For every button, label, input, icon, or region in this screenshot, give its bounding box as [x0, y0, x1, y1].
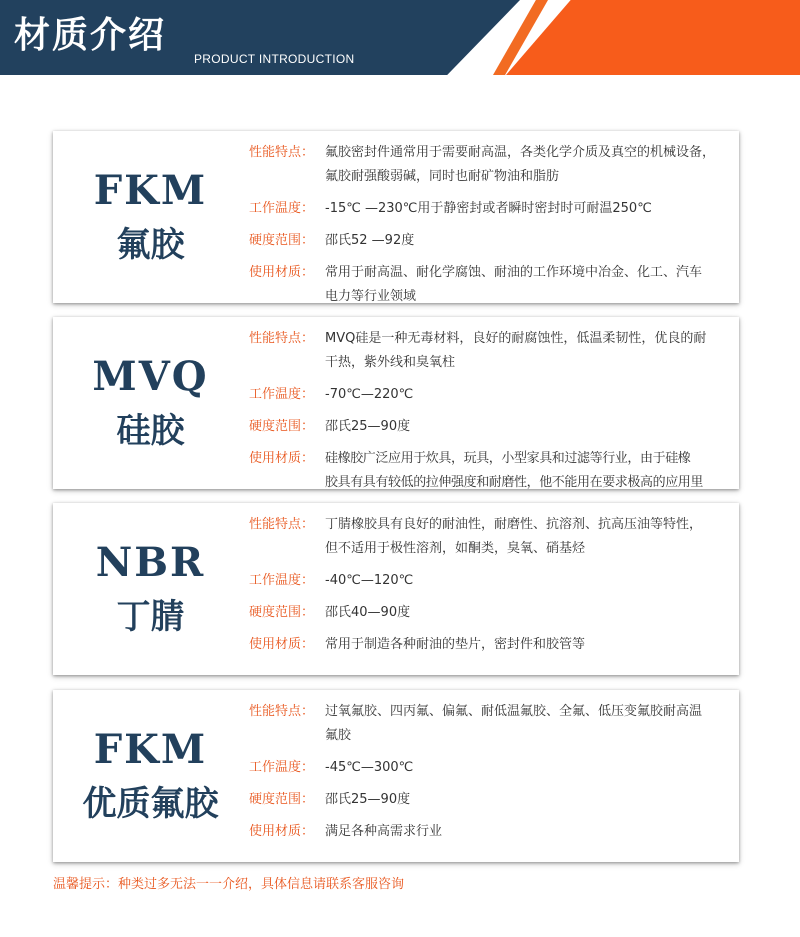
material-card-fkm — [53, 131, 739, 303]
material-name: 优质氟胶 — [82, 784, 219, 824]
material-specs — [249, 700, 749, 852]
spec-value: 氟胶密封件通常用于需要耐高温，各类化学介质及真空的机械设备， 氟胶耐强酸弱碱，同时也耐矿物油和脂肪 — [325, 145, 716, 184]
spec-label: 硬度范围： — [249, 233, 315, 248]
material-code: MVQ — [92, 353, 209, 400]
material-card-premium-fkm — [53, 690, 739, 862]
spec-label: 工作温度： — [249, 760, 315, 775]
spec-value: 邵氏52 —92度 — [325, 233, 415, 248]
spec-value: -70℃—220℃ — [325, 387, 414, 402]
spec-label: 硬度范围： — [249, 605, 315, 620]
page-subtitle: PRODUCT INTRODUCTION — [194, 52, 355, 66]
spec-row-temperature — [249, 569, 749, 593]
spec-value: 常用于制造各种耐油的垫片，密封件和胶管等 — [325, 637, 586, 652]
spec-row-features — [249, 327, 749, 375]
spec-label: 使用材质： — [249, 265, 315, 280]
material-name: 硅胶 — [116, 411, 185, 451]
spec-value: -15℃ —230℃用于静密封或者瞬时密封时可耐温250℃ — [325, 201, 652, 216]
material-title-block — [53, 131, 248, 303]
spec-label: 工作温度： — [249, 201, 315, 216]
material-title-block — [53, 503, 248, 675]
spec-value: -40℃—120℃ — [325, 573, 414, 588]
spec-value: 丁腈橡胶具有良好的耐油性，耐磨性、抗溶剂、抗高压油等特性， 但不适用于极性溶剂，如酮类，臭氧、硝基烃 — [325, 517, 703, 556]
material-specs — [249, 141, 749, 317]
spec-label: 工作温度： — [249, 387, 315, 402]
header-banner — [0, 0, 800, 75]
spec-value: 过氧氟胶、四丙氟、偏氟、耐低温氟胶、全氟、低压变氟胶耐高温 氟胶 — [325, 704, 703, 743]
spec-label: 使用材质： — [249, 451, 315, 466]
tip-note: 温馨提示：种类过多无法一一介绍，具体信息请联系客服咨询 — [53, 877, 405, 892]
material-code: FKM — [93, 726, 208, 773]
spec-row-temperature — [249, 197, 749, 221]
spec-label: 硬度范围： — [249, 419, 315, 434]
spec-row-features — [249, 513, 749, 561]
spec-value: -45℃—300℃ — [325, 760, 414, 775]
spec-label: 工作温度： — [249, 573, 315, 588]
material-name: 氟胶 — [116, 225, 185, 265]
spec-row-temperature — [249, 756, 749, 780]
spec-row-hardness — [249, 229, 749, 253]
spec-label: 性能特点： — [249, 704, 315, 719]
spec-row-temperature — [249, 383, 749, 407]
spec-row-features — [249, 141, 749, 189]
material-title-block — [53, 690, 248, 862]
material-name: 丁腈 — [116, 597, 185, 637]
spec-value: 邵氏40—90度 — [325, 605, 411, 620]
spec-row-hardness — [249, 601, 749, 625]
spec-row-usage — [249, 261, 749, 309]
material-card-mvq — [53, 317, 739, 489]
spec-row-usage — [249, 820, 749, 844]
spec-label: 使用材质： — [249, 824, 315, 839]
material-code: NBR — [95, 539, 206, 586]
spec-row-features — [249, 700, 749, 748]
material-title-block — [53, 317, 248, 489]
material-specs — [249, 513, 749, 665]
spec-row-hardness — [249, 788, 749, 812]
spec-label: 性能特点： — [249, 517, 315, 532]
spec-row-usage — [249, 447, 749, 495]
spec-value: 硅橡胶广泛应用于炊具，玩具，小型家具和过滤等行业，由于硅橡 胶具有具有较低的拉伸强度和耐磨性，他不能用在要求极高的应用里 — [325, 451, 704, 490]
page-title: 材质介绍 — [14, 15, 167, 56]
material-code: FKM — [93, 167, 208, 214]
spec-value: MVQ硅是一种无毒材料，良好的耐腐蚀性，低温柔韧性，优良的耐 干热，紫外线和臭氧柱 — [325, 331, 707, 370]
spec-value: 满足各种高需求行业 — [325, 824, 443, 839]
spec-label: 使用材质： — [249, 637, 315, 652]
spec-label: 硬度范围： — [249, 792, 315, 807]
spec-value: 常用于耐高温、耐化学腐蚀、耐油的工作环境中冶金、化工、汽车 电力等行业领域 — [325, 265, 703, 304]
material-card-nbr — [53, 503, 739, 675]
spec-value: 邵氏25—90度 — [325, 419, 411, 434]
spec-row-usage — [249, 633, 749, 657]
spec-label: 性能特点： — [249, 145, 315, 160]
material-specs — [249, 327, 749, 503]
spec-label: 性能特点： — [249, 331, 315, 346]
spec-value: 邵氏25—90度 — [325, 792, 411, 807]
header-orange-panel — [506, 0, 800, 75]
spec-row-hardness — [249, 415, 749, 439]
